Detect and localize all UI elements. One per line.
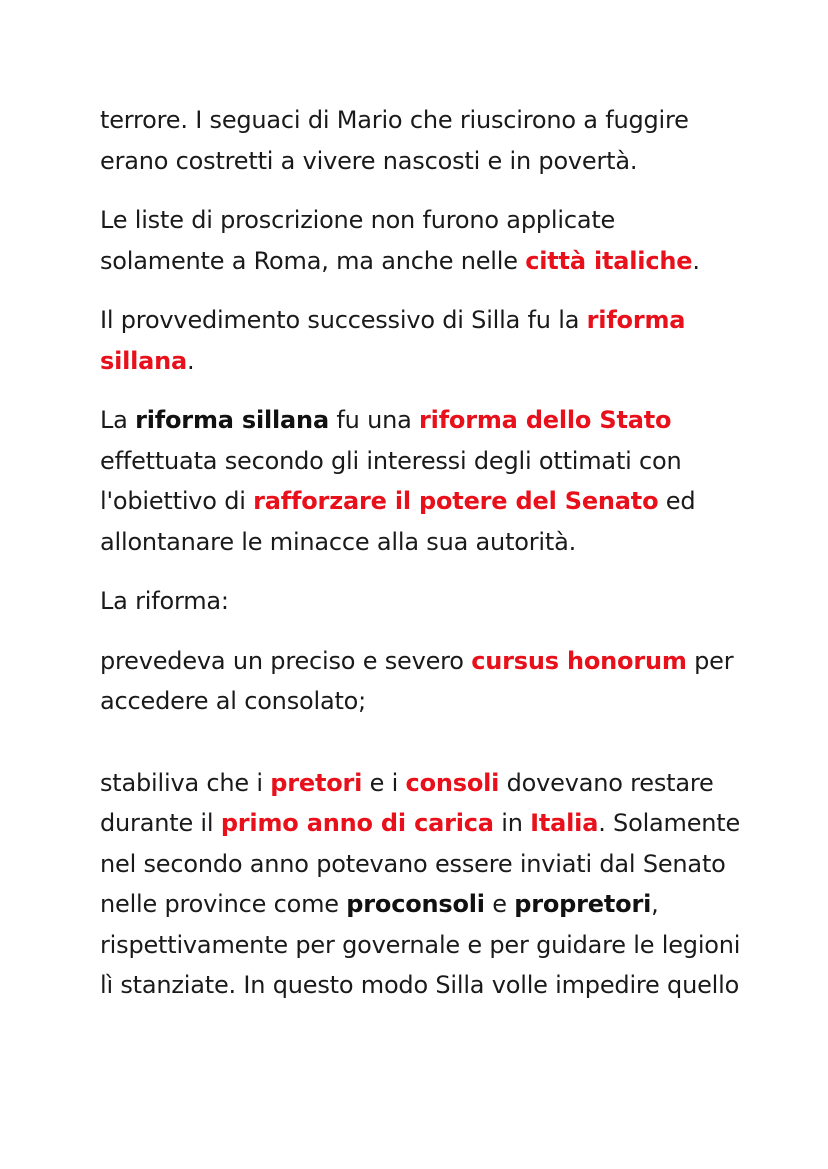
paragraph-pretori-consoli [100, 763, 760, 1006]
text-run: dovevano restare [499, 768, 714, 797]
paragraph-cursus-honorum [100, 641, 760, 722]
text-run: . [187, 346, 195, 375]
paragraph-provvedimento [100, 300, 760, 381]
text-line [100, 141, 760, 182]
text-line [100, 400, 760, 441]
text-run: lì stanziate. In questo modo Silla volle impedire quello [100, 971, 740, 999]
highlight-term: consoli [405, 768, 500, 797]
text-line [100, 481, 760, 522]
highlight-term: riforma dello Stato [419, 406, 672, 434]
text-run: erano costretti a vivere nascosti e in povertà. [100, 146, 638, 175]
text-run: prevedeva un preciso e severo [100, 646, 472, 675]
text-line [100, 803, 760, 844]
text-line [100, 200, 760, 241]
text-line [100, 681, 760, 722]
text-run: stabiliva che i [100, 768, 271, 797]
paragraph-liste-proscrizione [100, 200, 760, 281]
highlight-term: primo anno di carica [220, 809, 494, 837]
document-page [100, 100, 760, 1025]
text-run: l'obiettivo di [100, 487, 254, 515]
text-line [100, 100, 760, 141]
text-run: effettuata secondo gli interessi degli ottimati con [100, 446, 682, 475]
highlight-term: rafforzare il potere del Senato [253, 487, 659, 515]
paragraph-riforma-sillana [100, 400, 760, 562]
text-line [100, 441, 760, 482]
text-line [100, 581, 760, 622]
text-run: allontanare le minacce alla sua autorità. [100, 527, 577, 556]
highlight-term: cursus honorum [471, 646, 687, 675]
text-run: fu una [328, 406, 420, 434]
highlight-term: riforma [586, 306, 686, 334]
text-line [100, 925, 760, 966]
text-run: terrore. I seguaci di Mario che riuscirono a fuggire [100, 106, 689, 134]
text-line [100, 522, 760, 563]
text-run: e i [362, 768, 406, 797]
text-line [100, 844, 760, 885]
text-run: Il provvedimento successivo di Silla fu la [100, 306, 587, 334]
text-run: La [100, 406, 136, 434]
text-run: in [493, 809, 531, 837]
text-run: , [651, 890, 659, 918]
bold-term: riforma sillana [135, 406, 329, 434]
text-line [100, 884, 760, 925]
text-line [100, 965, 760, 1006]
text-run: nel secondo anno potevano essere inviati dal Senato [100, 849, 726, 878]
text-run: . [692, 246, 700, 275]
text-run: per [686, 646, 734, 675]
highlight-term: pretori [270, 768, 363, 797]
text-run: durante il [100, 809, 221, 837]
text-line [100, 241, 760, 282]
paragraph-la-riforma [100, 581, 760, 622]
paragraph-terrore [100, 100, 760, 181]
bold-term: proconsoli [346, 890, 485, 918]
highlight-term: città italiche [525, 246, 693, 275]
text-run: ed [658, 487, 696, 515]
text-run: accedere al consolato; [100, 687, 367, 715]
text-run: rispettivamente per governale e per guidare le legioni [100, 930, 741, 959]
text-run: La riforma: [100, 587, 229, 615]
text-run: . Solamente [598, 809, 741, 837]
text-run: e [484, 890, 515, 918]
bold-term: propretori [514, 890, 652, 918]
highlight-term: Italia [530, 809, 599, 837]
text-line [100, 341, 760, 382]
text-line [100, 300, 760, 341]
text-line [100, 641, 760, 682]
text-line [100, 763, 760, 804]
text-run: nelle province come [100, 890, 347, 918]
text-run: solamente a Roma, ma anche nelle [100, 246, 526, 275]
highlight-term: sillana [100, 346, 188, 375]
text-run: Le liste di proscrizione non furono applicate [100, 206, 616, 234]
